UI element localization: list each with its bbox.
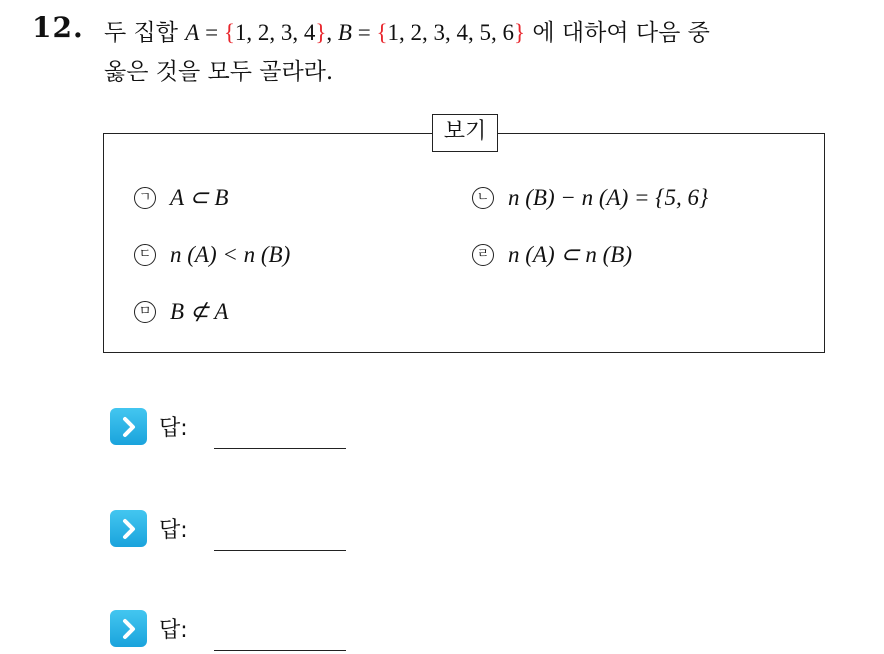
set-a-open-brace: { (223, 20, 235, 45)
question-line-1 (104, 14, 710, 47)
choice-item (472, 242, 632, 268)
answer-label: 답: (159, 518, 188, 543)
answer-blank-line[interactable] (214, 650, 346, 651)
choice-marker: ㅁ (134, 301, 156, 323)
chevron-right-icon (110, 408, 147, 445)
chevron-right-icon (110, 510, 147, 547)
answer-label: 답: (159, 618, 188, 643)
choice-text: n (A) < n (B) (170, 242, 291, 267)
choice-item (472, 185, 708, 211)
choice-marker: ㄷ (134, 244, 156, 266)
answer-row (110, 610, 188, 647)
choice-text: n (B) − n (A) = {5, 6} (508, 185, 709, 210)
choice-item (134, 185, 228, 211)
answer-blank-line[interactable] (214, 448, 346, 449)
set-b-open-brace: { (376, 20, 388, 45)
answer-row (110, 510, 188, 547)
choice-text: n (A) ⊂ n (B) (508, 242, 633, 267)
separator-comma: , (326, 20, 338, 45)
question-intro: 두 집합 (104, 20, 186, 46)
set-a-elements: 1, 2, 3, 4 (234, 20, 316, 45)
chevron-right-icon (110, 610, 147, 647)
choice-marker: ㄱ (134, 187, 156, 209)
choice-item (134, 242, 290, 268)
question-line-2: 옳은 것을 모두 골라라. (104, 59, 334, 85)
set-b-elements: 1, 2, 3, 4, 5, 6 (387, 20, 515, 45)
choice-marker: ㄹ (472, 244, 494, 266)
answer-row (110, 408, 188, 445)
answer-blank-line[interactable] (214, 550, 346, 551)
question-number: 12. (32, 11, 84, 44)
set-a-name: A (185, 20, 200, 45)
set-a-equals: = (199, 20, 224, 45)
set-b-name: B (337, 20, 352, 45)
choice-marker: ㄴ (472, 187, 494, 209)
answer-label: 답: (159, 416, 188, 441)
choices-box-title: 보기 (432, 114, 498, 152)
question-outro: 에 대하여 다음 중 (525, 20, 710, 46)
choice-text: A ⊂ B (170, 185, 229, 210)
set-a-close-brace: } (315, 20, 327, 45)
set-b-close-brace: } (514, 20, 526, 45)
set-b-equals: = (351, 20, 377, 45)
choice-text: B ⊄ A (170, 299, 229, 324)
choice-item (134, 299, 228, 325)
